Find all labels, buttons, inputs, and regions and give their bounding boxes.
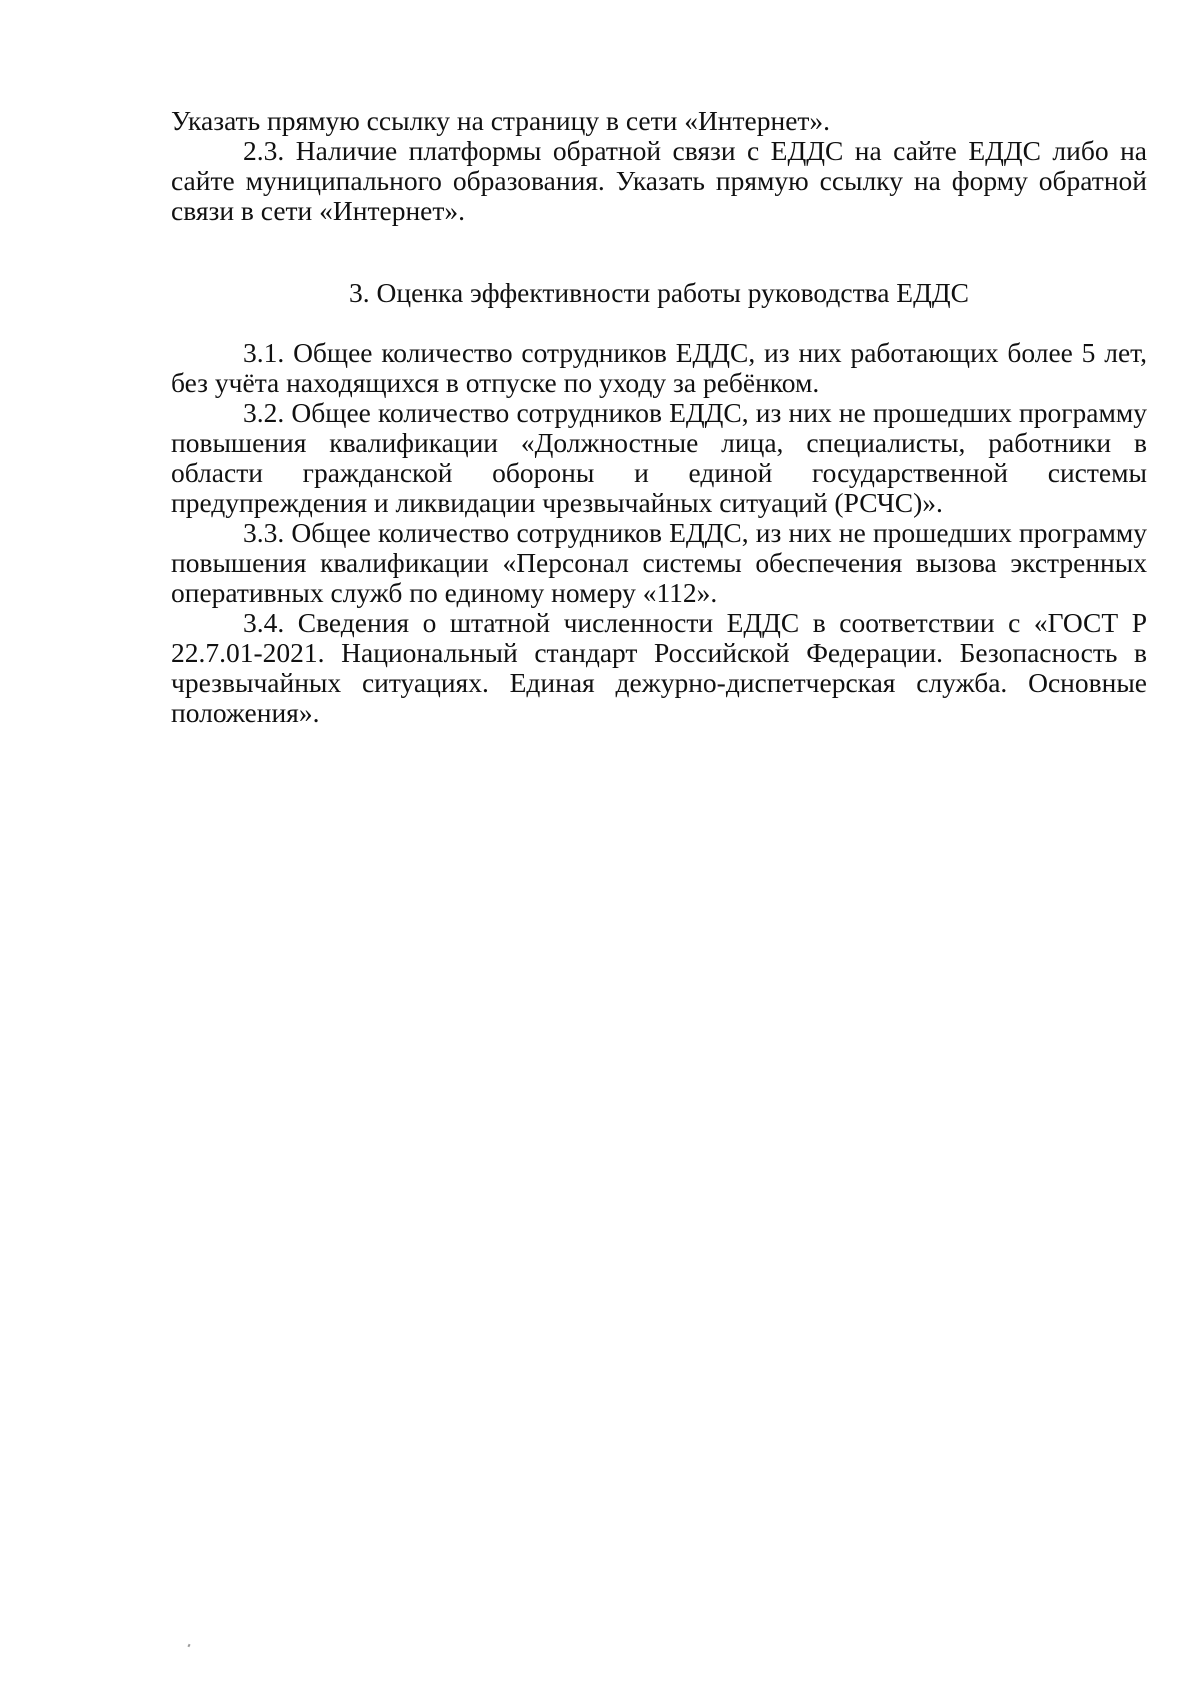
scan-speck [187,1644,190,1648]
paragraph-link-instruction: Указать прямую ссылку на страницу в сети «Интернет». [171,105,831,136]
paragraph-3-2: 3.2. Общее количество сотрудников ЕДДС, из них не прошедших программу повышения квалификации «Должностные лица, специалисты, работники в области гражданской обороны и единой государственной системы предупреждения и ликвидации чрезвычайных ситуаций (РСЧС)». [171,397,1147,518]
document-body [171,106,1147,728]
paragraph-2-3: 2.3. Наличие платформы обратной связи с ЕДДС на сайте ЕДДС либо на сайте муниципального образования. Указать прямую ссылку на форму обратной связи в сети «Интернет». [171,135,1147,226]
paragraph-3-3: 3.3. Общее количество сотрудников ЕДДС, из них не прошедших программу повышения квалификации «Персонал системы обеспечения вызова экстренных оперативных служб по единому номеру «112». [171,517,1147,608]
section-heading: 3. Оценка эффективности работы руководства ЕДДС [349,277,969,308]
paragraph-3-4: 3.4. Сведения о штатной численности ЕДДС в соответствии с «ГОСТ Р 22.7.01-2021. Национальный стандарт Российской Федерации. Безопасность в чрезвычайных ситуациях. Единая дежурно-диспетчерская служба. Основные положения». [171,607,1147,728]
paragraph-3-1: 3.1. Общее количество сотрудников ЕДДС, из них работающих более 5 лет, без учёта находящихся в отпуске по уходу за ребёнком. [171,337,1147,398]
